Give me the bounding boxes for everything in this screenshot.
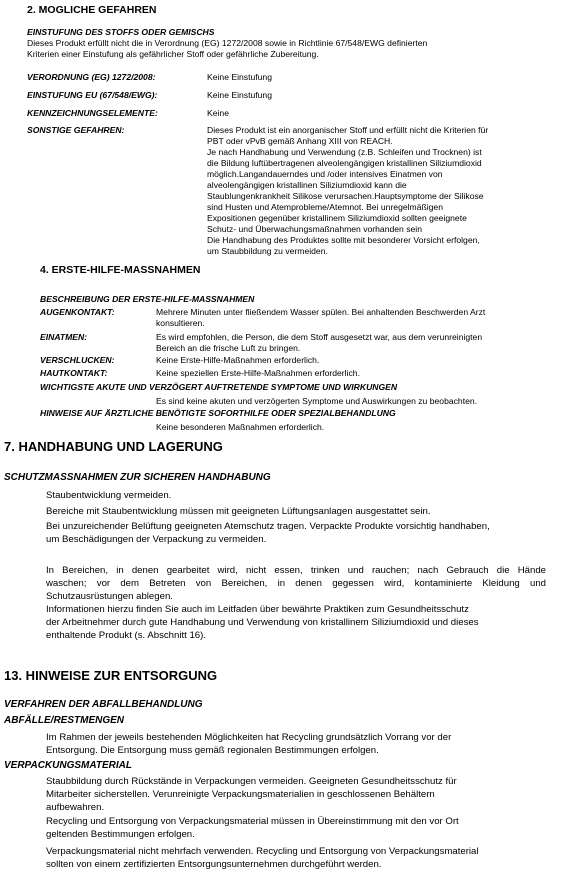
sonstige-line: sind Husten und Atemprobleme/Atemnot. Bei unregelmäßigen xyxy=(207,202,443,212)
einstufung-text xyxy=(27,38,527,60)
augenkontakt-line: konsultieren. xyxy=(156,318,205,328)
handhabung-p3-line: Bei unzureichender Belüftung geeigneten Atemschutz tragen. Verpackte Produkte vorsichtig handhaben, xyxy=(46,521,490,532)
verpackung-p1-line: aufbewahren. xyxy=(46,802,105,813)
sonstige-line: Dieses Produkt ist ein anorganischer Stoff und erfüllt nicht die Kriterien für xyxy=(207,125,489,135)
verpackung-p1 xyxy=(46,775,558,814)
handhabung-p5 xyxy=(46,603,556,642)
einatmen-text xyxy=(156,332,536,354)
sonstige-line: Staublungenkrankheit Silikose verursachen.Hauptsymptome der Silikose xyxy=(207,191,484,201)
handhabung-p3 xyxy=(46,520,558,546)
handhabung-p4-line: Schutzausrüstungen ablegen. xyxy=(46,591,173,602)
kennzeichnung-value: Keine xyxy=(207,108,229,118)
abfallbehandlung-heading: VERFAHREN DER ABFALLBEHANDLUNG xyxy=(4,699,203,710)
symptome-text: Es sind keine akuten und verzögerten Symptome und Auswirkungen zu beobachten. xyxy=(156,396,478,406)
verordnung-label: VERORDNUNG (EG) 1272/2008: xyxy=(27,72,156,82)
sonstige-label: SONSTIGE GEFAHREN: xyxy=(27,125,125,135)
symptome-heading: WICHTIGSTE AKUTE UND VERZÖGERT AUFTRETENDE SYMPTOME UND WIRKUNGEN xyxy=(40,382,398,392)
handhabung-p1: Staubentwicklung vermeiden. xyxy=(46,490,172,501)
einatmen-label: EINATMEN: xyxy=(40,332,88,342)
erste-hilfe-heading: BESCHREIBUNG DER ERSTE-HILFE-MASSNAHMEN xyxy=(40,294,255,304)
section-2-title: 2. MOGLICHE GEFAHREN xyxy=(27,4,157,16)
handhabung-p4-line: waschen; vor dem Betreten von Bereichen, in denen gegessen wird, kontaminierte Kleidung und xyxy=(46,578,546,589)
abfaelle-text xyxy=(46,731,558,757)
sonstige-line: möglich.Langandauerndes und /oder intensives Einatmen von xyxy=(207,169,443,179)
einatmen-line: Bereich an die frische Luft zu bringen. xyxy=(156,343,301,353)
kennzeichnung-label: KENNZEICHNUNGSELEMENTE: xyxy=(27,108,158,118)
augenkontakt-line: Mehrere Minuten unter fließendem Wasser spülen. Bei anhaltenden Beschwerden Arzt xyxy=(156,307,486,317)
einstufung-line: Dieses Produkt erfüllt nicht die in Verordnung (EG) 1272/2008 sowie in Richtlinie 67/548/EWG definierten xyxy=(27,38,428,48)
augenkontakt-text xyxy=(156,307,536,329)
sonstige-text xyxy=(207,125,529,257)
einatmen-line: Es wird empfohlen, die Person, die dem Stoff ausgesetzt war, aus dem verunreinigten xyxy=(156,332,483,342)
sonstige-line: PBT oder vPvB gemäß Anhang XIII von REACH. xyxy=(207,136,393,146)
handhabung-p5-line: enthaltende Produkt (s. Abschnitt 16). xyxy=(46,630,206,641)
sonstige-line: Je nach Handhabung und Verwendung (z.B. Schleifen und Trocknen) ist xyxy=(207,147,482,157)
verschlucken-label: VERSCHLUCKEN: xyxy=(40,355,115,365)
section-7-title: 7. HANDHABUNG UND LAGERUNG xyxy=(4,439,223,454)
handhabung-p5-line: der Arbeitnehmer durch gute Handhabung und Verwendung von kristallinem Siliziumdioxid und dieses xyxy=(46,617,479,628)
sonstige-line: die Bildung luftübertragenen alveolengängigen kristallinen Siliziumdioxid xyxy=(207,158,482,168)
section-4-title: 4. ERSTE-HILFE-MASSNAHMEN xyxy=(40,264,201,276)
sonstige-line: Schutz- und Überwachungsmaßnahmen vorhanden sein xyxy=(207,224,422,234)
abfaelle-heading: ABFÄLLE/RESTMENGEN xyxy=(4,715,124,726)
verpackung-p2-line: geltenden Bestimmungen erfolgen. xyxy=(46,829,195,840)
sonstige-line: Die Handhabung des Produktes sollte mit besonderer Vorsicht erfolgen, xyxy=(207,235,480,245)
verpackung-p3-line: sollten von einem zertifizierten Entsorgungsunternehmen durchgeführt werden. xyxy=(46,859,382,870)
hinweise-text: Keine besonderen Maßnahmen erforderlich. xyxy=(156,422,325,432)
hinweise-heading: HINWEISE AUF ÄRZTLICHE BENÖTIGTE SOFORTHILFE ODER SPEZIALBEHANDLUNG xyxy=(40,408,396,418)
verpackung-p2-line: Recycling und Entsorgung von Verpackungsmaterial müssen in Übereinstimmung mit den vor Ort xyxy=(46,816,459,827)
section-13-title: 13. HINWEISE ZUR ENTSORGUNG xyxy=(4,668,218,683)
sonstige-line: Expositionen gegenüber kristallinem Siliziumdioxid sollten geeignete xyxy=(207,213,467,223)
einstufung-line: Kriterien einer Einstufung als gefährlicher Stoff oder gefährliche Zubereitung. xyxy=(27,49,319,59)
handhabung-p4-line: In Bereichen, in denen gearbeitet wird, nicht essen, trinken und rauchen; nach Gebrauch die Hände xyxy=(46,565,546,576)
handhabung-p4 xyxy=(46,564,546,603)
verpackung-p3 xyxy=(46,845,562,871)
abfaelle-line: Im Rahmen der jeweils bestehenden Möglichkeiten hat Recycling grundsätzlich Vorrang vor der xyxy=(46,732,452,743)
verpackung-p1-line: Mitarbeiter sicherstellen. Verunreinigte Verpackungsmaterialien in geschlossenen Behältern xyxy=(46,789,435,800)
verpackung-p2 xyxy=(46,815,558,841)
verpackung-p1-line: Staubbildung durch Rückstände in Verpackungen vermeiden. Geeigneten Gesundheitsschutz für xyxy=(46,776,457,787)
einstufung-eu-value: Keine Einstufung xyxy=(207,90,272,100)
handhabung-p2: Bereiche mit Staubentwicklung müssen mit geeigneten Lüftungsanlagen ausgestattet sein. xyxy=(46,506,431,517)
handhabung-p5-line: Informationen hierzu finden Sie auch im Leitfaden über bewährte Praktiken zum Gesundheitsschutz xyxy=(46,604,469,615)
hautkontakt-label: HAUTKONTAKT: xyxy=(40,368,108,378)
handhabung-p3-line: um Beschädigungen der Verpackung zu vermeiden. xyxy=(46,534,267,545)
verordnung-value: Keine Einstufung xyxy=(207,72,272,82)
sonstige-line: alveolengängigen kristallinen Siliziumdioxid kann die xyxy=(207,180,407,190)
verpackung-heading: VERPACKUNGSMATERIAL xyxy=(4,760,132,771)
einstufung-heading: EINSTUFUNG DES STOFFS ODER GEMISCHS xyxy=(27,27,215,37)
verschlucken-value: Keine Erste-Hilfe-Maßnahmen erforderlich. xyxy=(156,355,320,365)
hautkontakt-value: Keine speziellen Erste-Hilfe-Maßnahmen erforderlich. xyxy=(156,368,360,378)
abfaelle-line: Entsorgung. Die Entsorgung muss gemäß regionalen Bestimmungen erfolgen. xyxy=(46,745,379,756)
verpackung-p3-line: Verpackungsmaterial nicht mehrfach verwenden. Recycling und Entsorgung von Verpackungsmaterial xyxy=(46,846,479,857)
einstufung-eu-label: EINSTUFUNG EU (67/548/EWG): xyxy=(27,90,158,100)
augenkontakt-label: AUGENKONTAKT: xyxy=(40,307,115,317)
sonstige-line: um Staubbildung zu vermeiden. xyxy=(207,246,328,256)
schutzmassnahmen-heading: SCHUTZMASSNAHMEN ZUR SICHEREN HANDHABUNG xyxy=(4,472,271,483)
